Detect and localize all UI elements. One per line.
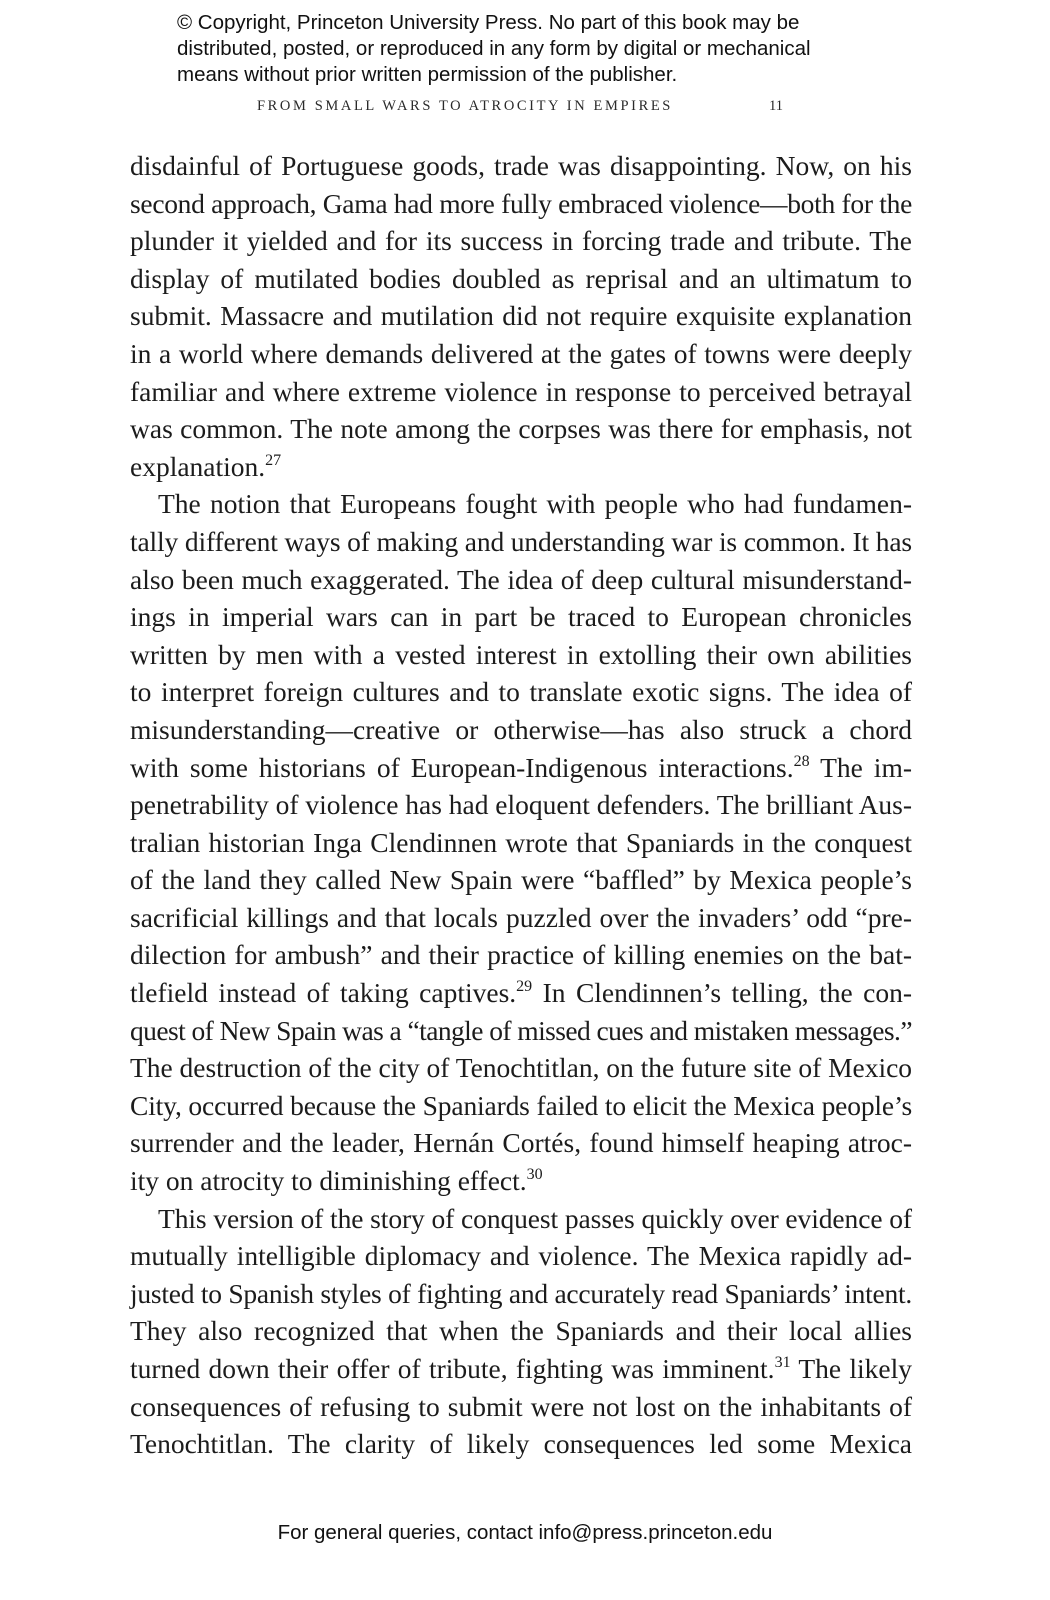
copyright-notice — [177, 10, 877, 88]
text-line: mutually intelligible diplomacy and violence. The Mexica rapidly ad- — [130, 1240, 912, 1272]
copyright-line: means without prior written permission of the publisher. — [177, 63, 678, 86]
text-line: tally different ways of making and understanding war is common. It has — [130, 525, 912, 557]
text-line: consequences of refusing to submit were not lost on the inhabitants of — [130, 1390, 912, 1422]
text-line: surrender and the leader, Hernán Cortés, found himself heaping atroc- — [130, 1127, 912, 1159]
footnote-ref-30[interactable]: 30 — [526, 1166, 543, 1184]
text-line: second approach, Gama had more fully embraced violence—both for the — [130, 187, 912, 219]
text-line: The notion that Europeans fought with people who had fundamen- — [158, 488, 912, 520]
text-line: misunderstanding—creative or otherwise—has also struck a chord — [130, 713, 912, 745]
text-line: of the land they called New Spain were “baffled” by Mexica people’s — [130, 864, 912, 896]
text-line: also been much exaggerated. The idea of deep cultural misunderstand- — [130, 563, 912, 595]
text-line: tlefield instead of taking captives.$^{29}$ In Clendinnen’s telling, the con- — [130, 977, 912, 1009]
text-line: tralian historian Inga Clendinnen wrote that Spaniards in the conquest — [130, 826, 912, 858]
footnote-ref-27[interactable]: 27 — [265, 451, 282, 469]
text-line: They also recognized that when the Spaniards and their local allies — [130, 1315, 912, 1347]
text-line: in a world where demands delivered at the gates of towns were deeply — [130, 337, 912, 369]
text-line: with some historians of European-Indigenous interactions.$^{28}$ The im- — [130, 751, 912, 783]
text-line: This version of the story of conquest passes quickly over evidence of — [158, 1202, 912, 1234]
copyright-line: distributed, posted, or reproduced in any form by digital or mechanical — [177, 37, 811, 60]
text-line: justed to Spanish styles of fighting and accurately read Spaniards’ intent. — [130, 1277, 912, 1309]
text-line: quest of New Spain was a “tangle of missed cues and mistaken messages.” — [130, 1014, 912, 1046]
text-line: dilection for ambush” and their practice of killing enemies on the bat- — [130, 939, 912, 971]
page-number: 11 — [769, 98, 783, 114]
footnote-ref-28[interactable]: 28 — [793, 752, 810, 770]
text-line: sacrificial killings and that locals puzzled over the invaders’ odd “pre- — [130, 901, 912, 933]
text-line: disdainful of Portuguese goods, trade was disappointing. Now, on his — [130, 150, 912, 181]
contact-footer: For general queries, contact info@press.princeton.edu — [277, 1521, 773, 1544]
running-head-title: FROM SMALL WARS TO ATROCITY IN EMPIRES — [257, 98, 673, 114]
text-line: ings in imperial wars can in part be traced to European chronicles — [130, 601, 912, 633]
text-line: City, occurred because the Spaniards failed to elicit the Mexica people’s — [130, 1089, 912, 1121]
copyright-line: © Copyright, Princeton University Press. No part of this book may be — [177, 11, 800, 34]
text-line: plunder it yielded and for its success in forcing trade and tribute. The — [130, 225, 912, 257]
footnote-ref-29[interactable]: 29 — [516, 978, 533, 996]
text-line: turned down their offer of tribute, fighting was imminent.$^{31}$ The likely — [130, 1353, 912, 1384]
text-line: submit. Massacre and mutilation did not require exquisite explanation — [130, 300, 912, 332]
text-line: ity on atrocity to diminishing effect.$^{30}$ — [130, 1165, 543, 1197]
footnote-ref-31[interactable]: 31 — [774, 1354, 791, 1371]
text-line: display of mutilated bodies doubled as reprisal and an ultimatum to — [130, 262, 912, 294]
text-line: Tenochtitlan. The clarity of likely consequences led some Mexica — [130, 1428, 912, 1460]
text-line: written by men with a vested interest in extolling their own abilities — [130, 638, 912, 670]
text-line: The destruction of the city of Tenochtitlan, on the future site of Mexico — [130, 1052, 912, 1084]
text-line: penetrability of violence has had eloquent defenders. The brilliant Aus- — [130, 789, 912, 821]
body-text — [130, 147, 912, 1463]
text-line: was common. The note among the corpses was there for emphasis, not — [130, 413, 912, 445]
text-line: familiar and where extreme violence in response to perceived betrayal — [130, 375, 912, 407]
text-line: explanation.$^{27}$ — [130, 450, 282, 482]
text-line: to interpret foreign cultures and to translate exotic signs. The idea of — [130, 676, 912, 708]
